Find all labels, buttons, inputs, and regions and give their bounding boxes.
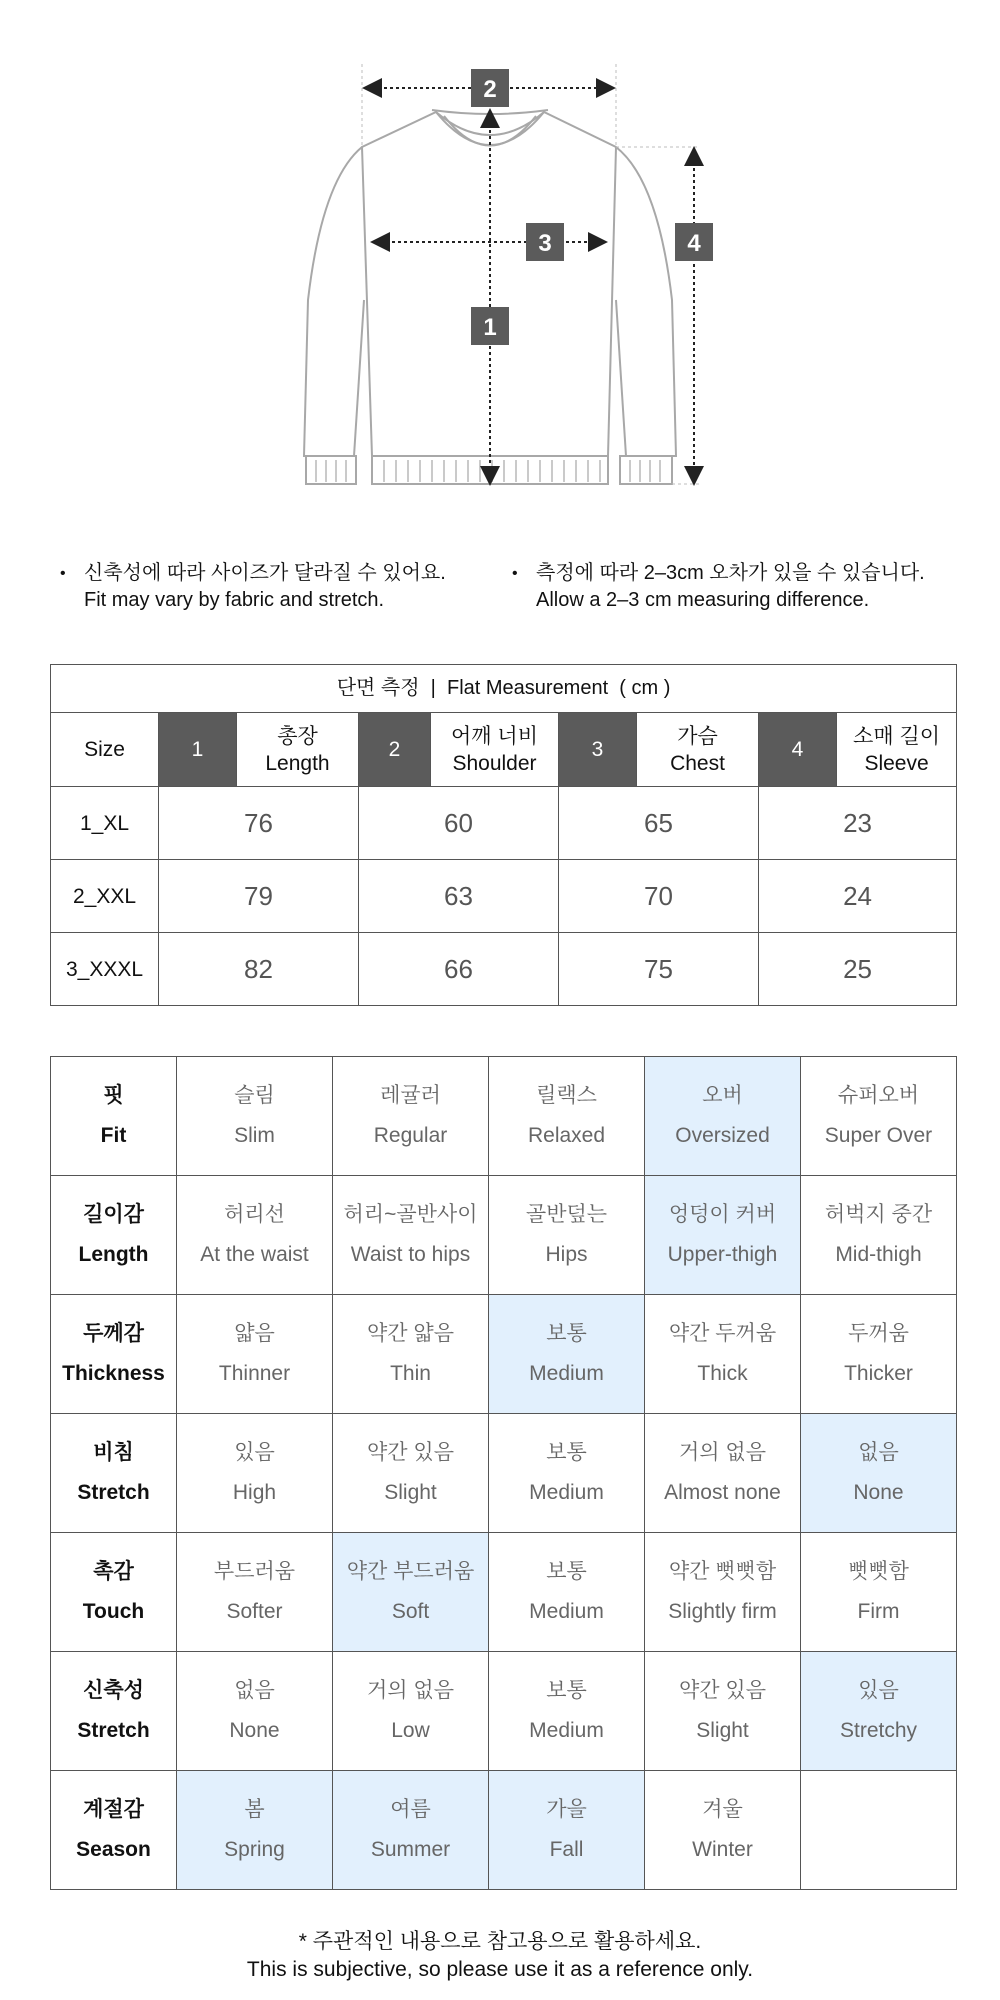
shoulder-value: 66 [359, 933, 559, 1006]
disclaimer [0, 1928, 1000, 1984]
measurement-arrows [366, 88, 694, 482]
attribute-option-selected: 약간 부드러움 Soft [333, 1533, 489, 1652]
attribute-label: 촉감 Touch [51, 1533, 177, 1652]
note-measuring-en: Allow a 2–3 cm measuring difference. [536, 589, 870, 611]
attribute-option: 부드러움 Softer [177, 1533, 333, 1652]
attribute-option: 보통 Medium [489, 1533, 645, 1652]
note-measuring-ko: 측정에 따라 2–3cm 오차가 있을 수 있습니다. [536, 562, 925, 584]
attribute-option-selected: 가을 Fall [489, 1771, 645, 1890]
attribute-option: 뻣뻣함 Firm [801, 1533, 957, 1652]
attribute-option: 골반덮는 Hips [489, 1176, 645, 1295]
attribute-option: 약간 뻣뻣함 Slightly firm [645, 1533, 801, 1652]
attribute-option-selected: 보통 Medium [489, 1295, 645, 1414]
chest-value: 70 [559, 860, 759, 933]
attribute-option: 허리선 At the waist [177, 1176, 333, 1295]
attribute-option: 슈퍼오버 Super Over [801, 1057, 957, 1176]
attribute-option: 릴랙스 Relaxed [489, 1057, 645, 1176]
attribute-option: 약간 있음 Slight [333, 1414, 489, 1533]
length-value: 82 [159, 933, 359, 1006]
table-row [51, 860, 957, 933]
attribute-row [51, 1771, 957, 1890]
marker-chest [526, 223, 564, 261]
attribute-option: 레귤러 Regular [333, 1057, 489, 1176]
measurement-table [50, 664, 957, 1006]
shoulder-value: 63 [359, 860, 559, 933]
attribute-label: 신축성 Stretch [51, 1652, 177, 1771]
garment-diagram [0, 0, 1000, 510]
sleeve-value: 23 [759, 787, 957, 860]
attribute-option: 보통 Medium [489, 1414, 645, 1533]
size-cell: 3_XXXL [51, 933, 159, 1006]
attribute-option: 약간 얇음 Thin [333, 1295, 489, 1414]
attribute-option: 허리~골반사이 Waist to hips [333, 1176, 489, 1295]
table-row [51, 933, 957, 1006]
attribute-option: 얇음 Thinner [177, 1295, 333, 1414]
header-shoulder: 어깨 너비 Shoulder [431, 713, 559, 787]
note-fabric-en: Fit may vary by fabric and stretch. [84, 589, 385, 611]
chest-value: 65 [559, 787, 759, 860]
fit-notes [0, 560, 1000, 620]
sleeve-value: 25 [759, 933, 957, 1006]
attribute-option: 보통 Medium [489, 1652, 645, 1771]
attribute-option-selected: 엉덩이 커버 Upper-thigh [645, 1176, 801, 1295]
attribute-rows [51, 1057, 957, 1890]
table-title-row [51, 665, 957, 713]
attribute-option: 슬림 Slim [177, 1057, 333, 1176]
header-length: 총장 Length [237, 713, 359, 787]
chest-value: 75 [559, 933, 759, 1006]
length-value: 76 [159, 787, 359, 860]
header-chest: 가슴 Chest [637, 713, 759, 787]
attribute-option-selected: 오버 Oversized [645, 1057, 801, 1176]
svg-text:2: 2 [483, 76, 497, 103]
svg-text:1: 1 [483, 314, 497, 341]
disclaimer-ko: * 주관적인 내용으로 참고용으로 활용하세요. [298, 1930, 702, 1953]
attribute-row [51, 1176, 957, 1295]
table-header-row [51, 713, 957, 787]
table-title: 단면 측정 | Flat Measurement ( cm ) [51, 665, 957, 713]
note-fabric [60, 560, 446, 614]
attribute-option-selected: 있음 Stretchy [801, 1652, 957, 1771]
marker-length [471, 307, 509, 345]
attribute-option [801, 1771, 957, 1890]
attribute-option-selected: 없음 None [801, 1414, 957, 1533]
attribute-option: 두꺼움 Thicker [801, 1295, 957, 1414]
bullet-icon: • [60, 565, 66, 582]
disclaimer-en: This is subjective, so please use it as a reference only. [246, 1958, 754, 1981]
marker-shoulder [471, 69, 509, 107]
header-num-length: 1 [159, 713, 237, 787]
header-num-shoulder: 2 [359, 713, 431, 787]
marker-sleeve [675, 223, 713, 261]
header-sleeve: 소매 길이 Sleeve [837, 713, 957, 787]
sweatshirt-illustration [0, 0, 1000, 510]
attribute-row [51, 1533, 957, 1652]
length-value: 79 [159, 860, 359, 933]
attribute-option: 거의 없음 Almost none [645, 1414, 801, 1533]
svg-text:3: 3 [538, 230, 552, 257]
attribute-label: 두께감 Thickness [51, 1295, 177, 1414]
header-num-chest: 3 [559, 713, 637, 787]
attribute-option-selected: 여름 Summer [333, 1771, 489, 1890]
attribute-label: 계절감 Season [51, 1771, 177, 1890]
attribute-option: 허벅지 중간 Mid-thigh [801, 1176, 957, 1295]
attribute-option: 있음 High [177, 1414, 333, 1533]
note-fabric-ko: 신축성에 따라 사이즈가 달라질 수 있어요. [84, 562, 446, 584]
header-num-sleeve: 4 [759, 713, 837, 787]
attribute-option-selected: 봄 Spring [177, 1771, 333, 1890]
fabric-attribute-table [50, 1056, 957, 1890]
attribute-row [51, 1295, 957, 1414]
attribute-row [51, 1652, 957, 1771]
size-cell: 1_XL [51, 787, 159, 860]
attribute-option: 약간 있음 Slight [645, 1652, 801, 1771]
attribute-row [51, 1414, 957, 1533]
bullet-icon: • [512, 565, 518, 582]
attribute-row [51, 1057, 957, 1176]
attribute-option: 없음 None [177, 1652, 333, 1771]
sleeve-value: 24 [759, 860, 957, 933]
attribute-option: 겨울 Winter [645, 1771, 801, 1890]
attribute-label: 핏 Fit [51, 1057, 177, 1176]
attribute-option: 약간 두꺼움 Thick [645, 1295, 801, 1414]
attribute-label: 비침 Stretch [51, 1414, 177, 1533]
shoulder-value: 60 [359, 787, 559, 860]
attribute-option: 거의 없음 Low [333, 1652, 489, 1771]
attribute-label: 길이감 Length [51, 1176, 177, 1295]
size-header: Size [51, 713, 159, 787]
note-measuring [512, 560, 925, 614]
table-row [51, 787, 957, 860]
svg-text:4: 4 [687, 230, 701, 257]
size-cell: 2_XXL [51, 860, 159, 933]
